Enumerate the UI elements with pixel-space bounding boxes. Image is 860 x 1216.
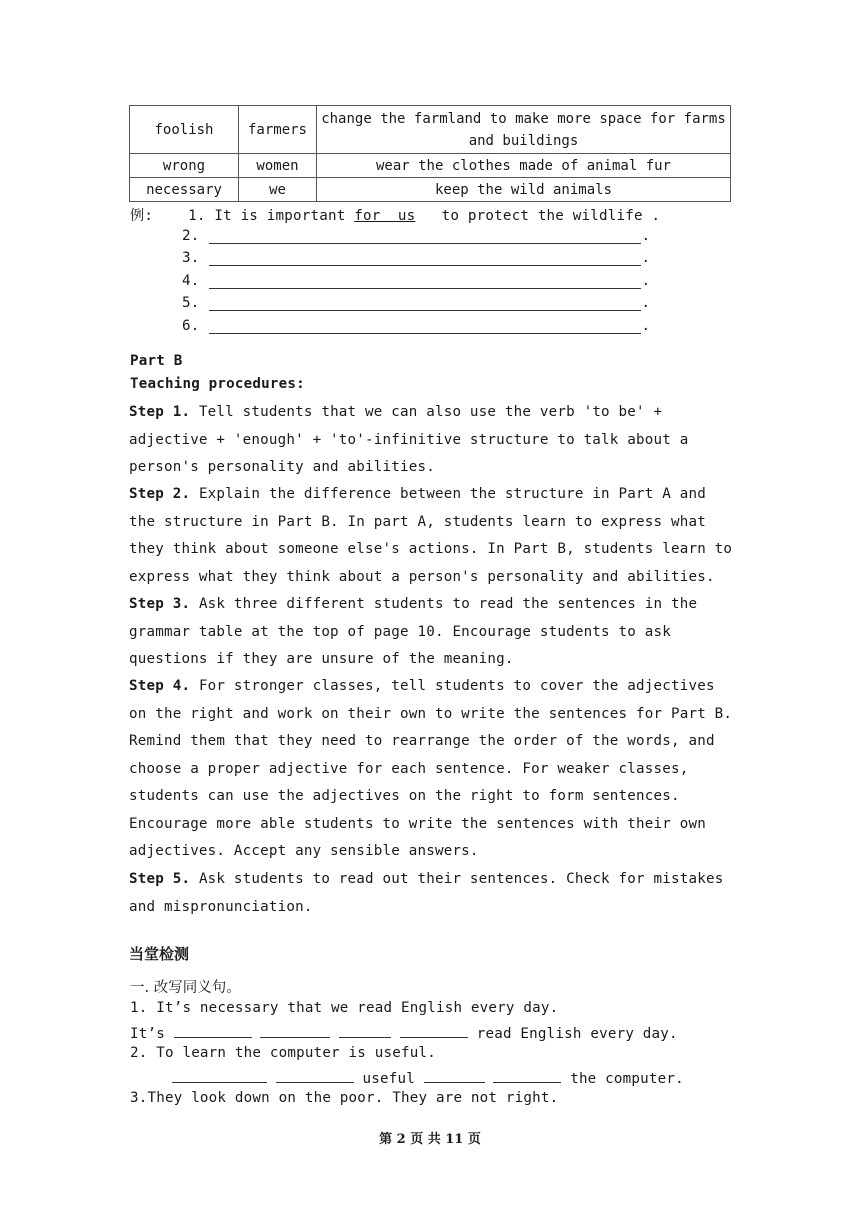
step-label: Step 2. xyxy=(129,486,191,502)
table-cell-action: change the farmland to make more space for farms and buildings xyxy=(317,106,731,154)
exercise-number: 5. xyxy=(182,295,200,311)
part-b-title: Part B xyxy=(130,353,183,369)
table-row xyxy=(130,154,731,178)
table-cell-adjective: wrong xyxy=(130,154,239,178)
q1-start: It’s xyxy=(130,1026,165,1042)
step-text: Tell students that we can also use the verb 'to be' + adjective + 'enough' + 'to'-infinitive structure to talk about a person's personality and abilities. xyxy=(129,404,689,475)
exercise-number: 4. xyxy=(182,273,200,289)
step-1 xyxy=(129,399,734,482)
exercise-line: 2. . xyxy=(182,228,651,244)
table-cell-subject: women xyxy=(239,154,317,178)
q1-end: read English every day. xyxy=(476,1026,678,1042)
answer-blank[interactable] xyxy=(209,295,641,311)
answer-blank[interactable] xyxy=(209,318,641,334)
step-label: Step 3. xyxy=(129,596,191,612)
exercise-number: 6. xyxy=(182,318,200,334)
exercise-line: 5. . xyxy=(182,295,651,311)
step-text: Ask three different students to read the sentences in the grammar table at the top of page 10. Encourage students to ask questions if they are unsure of the meaning. xyxy=(129,596,698,667)
example-number: 1. xyxy=(188,208,206,224)
question-2-answer xyxy=(172,1068,684,1087)
step-label: Step 5. xyxy=(129,871,191,887)
q2-mid: useful xyxy=(362,1071,415,1087)
check-section: 一. 改写同义句。 xyxy=(130,980,241,996)
answer-blank[interactable] xyxy=(339,1023,391,1038)
example-underlined: for us xyxy=(354,208,416,224)
table-row xyxy=(130,178,731,202)
example-table xyxy=(129,105,731,202)
step-text: Ask students to read out their sentences. Check for mistakes and mispronunciation. xyxy=(129,871,724,915)
check-title: 当堂检测 xyxy=(129,945,190,963)
table-cell-subject: farmers xyxy=(239,106,317,154)
page-footer: 第 2 页 共 11 页 xyxy=(379,1132,481,1147)
step-5 xyxy=(129,866,734,921)
exercise-number: 3. xyxy=(182,250,200,266)
example-sentence xyxy=(130,205,660,225)
step-text: Explain the difference between the structure in Part A and the structure in Part B. In part A, students learn to express what they think about someone else's actions. In Part B, students learn to express what they think about a person's personality and abilities. xyxy=(129,486,733,585)
table-cell-adjective: foolish xyxy=(130,106,239,154)
table-cell-action: wear the clothes made of animal fur xyxy=(317,154,731,178)
example-after: to protect the wildlife . xyxy=(441,208,661,224)
answer-blank[interactable] xyxy=(209,228,641,244)
answer-blank[interactable] xyxy=(400,1023,468,1038)
example-prefix: 例: xyxy=(130,208,154,224)
procedures-title: Teaching procedures: xyxy=(130,376,305,392)
question-2: 2. To learn the computer is useful. xyxy=(130,1045,436,1061)
answer-blank[interactable] xyxy=(276,1068,354,1083)
question-3: 3.They look down on the poor. They are not right. xyxy=(130,1090,559,1106)
step-2 xyxy=(129,481,734,591)
q2-end: the computer. xyxy=(570,1071,684,1087)
table-row xyxy=(130,106,731,154)
table-cell-subject: we xyxy=(239,178,317,202)
answer-blank[interactable] xyxy=(260,1023,330,1038)
question-1-answer xyxy=(130,1023,678,1042)
question-1: 1. It’s necessary that we read English every day. xyxy=(130,1000,559,1016)
answer-blank[interactable] xyxy=(209,250,641,266)
answer-blank[interactable] xyxy=(209,273,641,289)
answer-blank[interactable] xyxy=(174,1023,252,1038)
table-cell-action: keep the wild animals xyxy=(317,178,731,202)
step-label: Step 1. xyxy=(129,404,191,420)
step-label: Step 4. xyxy=(129,678,191,694)
answer-blank[interactable] xyxy=(424,1068,485,1083)
answer-blank[interactable] xyxy=(493,1068,561,1083)
exercise-line: 3. . xyxy=(182,250,651,266)
exercise-number: 2. xyxy=(182,228,200,244)
exercise-line: 4. . xyxy=(182,273,651,289)
example-before: It is important xyxy=(214,208,346,224)
exercise-line: 6. . xyxy=(182,318,651,334)
table-cell-adjective: necessary xyxy=(130,178,239,202)
step-4 xyxy=(129,673,734,866)
answer-blank[interactable] xyxy=(172,1068,267,1083)
step-3 xyxy=(129,591,734,674)
step-text: For stronger classes, tell students to cover the adjectives on the right and work on their own to write the sentences for Part B. Remind them that they need to rearrange the order of the words, and choose a proper adjective for each sentence. For weaker classes, students can use the adjectives on the right to form sentences. Encourage more able students to write the sentences with their own adjectives. Accept any sensible answers. xyxy=(129,678,733,859)
